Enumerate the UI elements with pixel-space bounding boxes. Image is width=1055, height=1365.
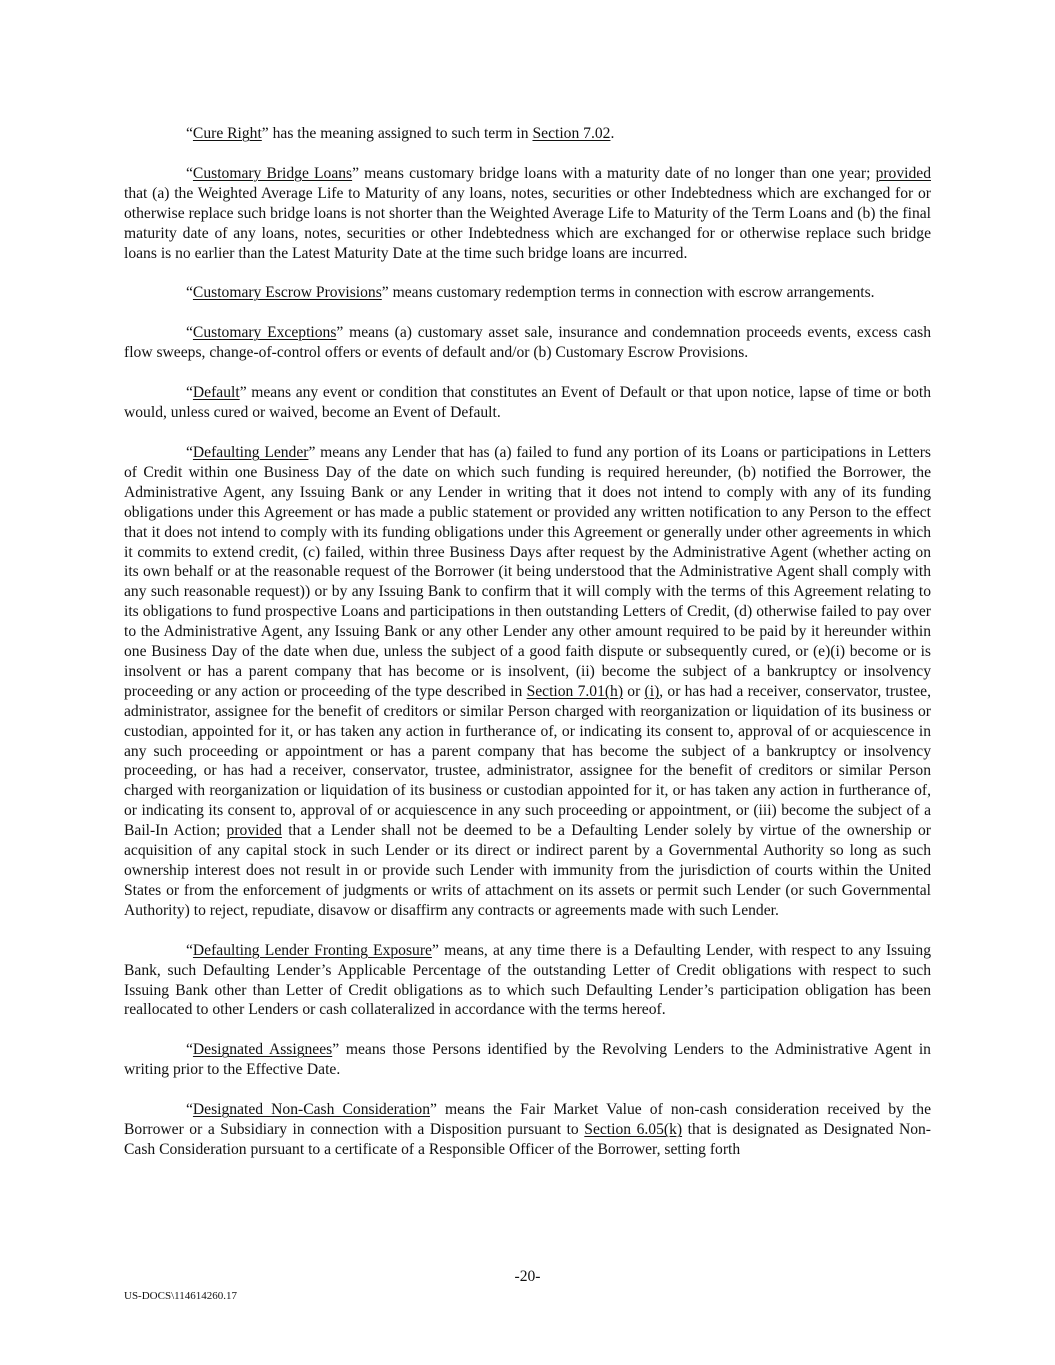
proviso-term: provided — [875, 164, 931, 182]
document-body — [124, 124, 931, 1180]
definition-customary-bridge-loans: “Customary Bridge Loans” means customary bridge loans with a maturity date of no longer than one year; provided that (a) the Weighted Average Life to Maturity of any loans, notes, securities or other Indebtedness which are exchanged for or otherwise replace such bridge loans is not shorter than the Weighted Average Life to Maturity of the Term Loans and (b) the final maturity date of any loans, notes, securities or other Indebtedness which are exchanged for or otherwise replace such bridge loans is no earlier than the Latest Maturity Date at the time such bridge loans are incurred. — [124, 164, 931, 262]
definition-customary-exceptions: “Customary Exceptions” means (a) customary asset sale, insurance and condemnation proceeds events, excess cash flow sweeps, change-of-control offers or events of default and/or (b) Customary Escrow Provisions. — [124, 324, 932, 362]
definition-default: “Default” means any event or condition that constitutes an Event of Default or that upon notice, lapse of time or both would, unless cured or waived, become an Event of Default. — [124, 384, 931, 422]
definition-defaulting-lender: “Defaulting Lender” means any Lender that has (a) failed to fund any portion of its Loans or participations in Letters of Credit within one Business Day of the date on which such funding is required hereunder, (b) notified the Borrower, the Administrative Agent, any Issuing Bank or any Lender in writing that it does not intend to comply with any of its funding obligations under this Agreement or has made a public statement or provided any written notification to any Person to the effect that it does not intend to comply with its funding obligations under this Agreement or generally under other agreements in which it commits to extend credit, (c) failed, within three Business Days after request by the Administrative Agent (whether acting on its own behalf or at the reasonable request of the Borrower (it being understood that the Administrative Agent shall comply with any such reasonable request)) or by any Issuing Bank to confirm that it will comply with the terms of this Agreement relating to its obligations to fund prospective Loans and participations in then outstanding Letters of Credit, (d) otherwise failed to pay over to the Administrative Agent, any Issuing Bank or any other Lender any other amount required to be paid by it hereunder within one Business Day of the date when due, unless the subject of a good faith dispute or subsequently cured, or (e)(i) become or is insolvent or has a parent company that has become or is insolvent, (ii) become the subject of a bankruptcy or insolvency proceeding or any action or proceeding of the type described in Section 7.01(h) or (i), or has had a receiver, conservator, trustee, administrator, assignee for the benefit of creditors or similar Person charged with reorganization or liquidation of its business or custodian, appointed for it, or has taken any action in furtherance of, or indicating its consent to, approval of or acquiescence in any such proceeding or appointment or has a parent company that has become the subject of a bankruptcy or insolvency proceeding, or has had a receiver, conservator, trustee, administrator, assignee for the benefit of creditors or similar Person charged with reorganization or liquidation of its business or custodian appointed for it, or has taken any action in furtherance of, or indicating its consent to, approval of or acquiescence in any such proceeding or appointment, or (iii) become the subject of a Bail-In Action; provided that a Lender shall not be deemed to be a Defaulting Lender solely by virtue of the ownership or acquisition of any capital stock in such Lender or its direct or indirect parent by a Governmental Authority so long as such ownership interest does not result in or provide such Lender with immunity from the jurisdiction of courts within the United States or from the enforcement of judgments or writs of attachment on its assets or permit such Lender (or such Governmental Authority) to reject, repudiate, disavow or disaffirm any contracts or agreements made with such Lender. — [124, 443, 932, 919]
definition-customary-escrow-provisions: “Customary Escrow Provisions” means customary redemption terms in connection with escrow arrangements. — [186, 284, 875, 302]
page-number: -20- — [514, 1268, 541, 1285]
defined-term: Defaulting Lender Fronting Exposure — [192, 941, 432, 959]
proviso-term: provided — [226, 822, 282, 840]
document-id: US-DOCS\114614260.17 — [124, 1290, 237, 1302]
defined-term: Default — [192, 384, 240, 402]
defined-term: Cure Right — [192, 125, 262, 142]
defined-term: Defaulting Lender — [192, 443, 309, 461]
definition-cure-right: “Cure Right” has the meaning assigned to such term in Section 7.02. — [186, 125, 615, 142]
defined-term: Customary Exceptions — [192, 324, 337, 342]
defined-term: Designated Assignees — [192, 1041, 333, 1059]
definition-designated-non-cash-consideration: “Designated Non-Cash Consideration” means the Fair Market Value of non-cash consideration received by the Borrower or a Subsidiary in connection with a Disposition pursuant to Section 6.05(k) that is designated as Designated Non-Cash Consideration pursuant to a certificate of a Responsible Officer of the Borrower, setting forth — [124, 1101, 931, 1158]
definition-designated-assignees: “Designated Assignees” means those Persons identified by the Revolving Lenders to the Administrative Agent in writing prior to the Effective Date. — [124, 1041, 931, 1079]
section-reference: Section 7.02 — [532, 125, 611, 142]
section-reference: Section 6.05(k) — [584, 1121, 683, 1139]
definition-defaulting-lender-fronting-exposure: “Defaulting Lender Fronting Exposure” means, at any time there is a Defaulting Lender, with respect to any Issuing Bank, such Defaulting Lender’s Applicable Percentage of the outstanding Letter of Credit obligations with respect to such Issuing Bank other than Letter of Credit obligations as to which such Defaulting Lender’s participation obligation has been reallocated to other Lenders or cash collateralized in accordance with the terms hereof. — [124, 941, 931, 1019]
defined-term: Customary Bridge Loans — [192, 164, 353, 182]
defined-term: Customary Escrow Provisions — [192, 284, 382, 302]
section-reference: (i) — [644, 682, 660, 700]
defined-term: Designated Non-Cash Consideration — [192, 1101, 430, 1119]
section-reference: Section 7.01(h) — [526, 682, 624, 700]
